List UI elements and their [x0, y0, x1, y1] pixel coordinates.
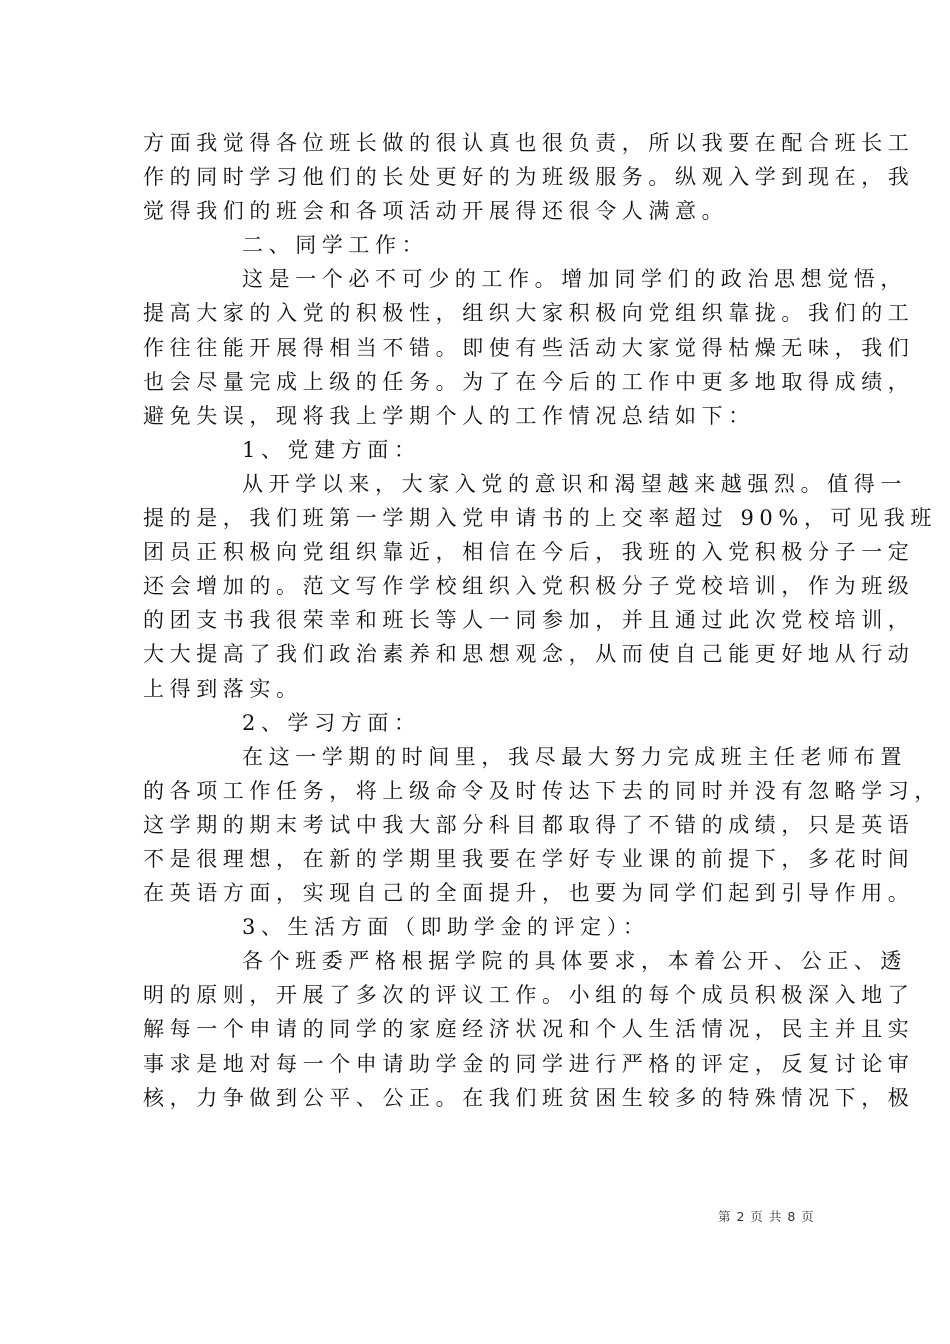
- text-line: 明的原则，开展了多次的评议工作。小组的每个成员积极深入地了: [143, 983, 915, 1008]
- text-line: 的各项工作任务，将上级命令及时传达下去的同时并没有忽略学习，: [143, 778, 941, 803]
- text-line: 觉得我们的班会和各项活动开展得还很令人满意。: [143, 199, 729, 224]
- text-line: 的团支书我很荣幸和班长等人一同参加，并且通过此次党校培训，: [143, 608, 915, 633]
- paragraph-start-line: 1、党建方面：: [242, 437, 421, 462]
- text-line: 提的是，我们班第一学期入党申请书的上交率超过 90%，可见我班: [143, 506, 937, 531]
- paragraph-start-line: 这是一个必不可少的工作。增加同学们的政治思想觉悟，: [242, 267, 907, 292]
- paragraph-start-line: 3、生活方面（即助学金的评定）：: [242, 915, 650, 940]
- text-line: 也会尽量完成上级的任务。为了在今后的工作中更多地取得成绩，: [143, 369, 915, 394]
- paragraph-start-line: 在这一学期的时间里，我尽最大努力完成班主任老师布置: [242, 744, 907, 769]
- text-line: 解每一个申请的同学的家庭经济状况和个人生活情况，民主并且实: [143, 1017, 915, 1042]
- text-line: 方面我觉得各位班长做的很认真也很负责，所以我要在配合班长工: [143, 131, 915, 155]
- text-line: 还会增加的。范文写作学校组织入党积极分子党校培训，作为班级: [143, 574, 915, 599]
- text-line: 核，力争做到公平、公正。在我们班贫困生较多的特殊情况下，极: [143, 1085, 915, 1110]
- text-line: 事求是地对每一个申请助学金的同学进行严格的评定，反复讨论审: [143, 1051, 915, 1076]
- paragraph-start-line: 2、学习方面：: [242, 710, 421, 735]
- text-line: 避免失误，现将我上学期个人的工作情况总结如下：: [143, 403, 755, 428]
- page-number-footer: 第 2 页 共 8 页: [718, 1209, 815, 1224]
- text-line: 在英语方面，实现自己的全面提升，也要为同学们起到引导作用。: [143, 881, 915, 906]
- text-line: 作往往能开展得相当不错。即使有些活动大家觉得枯燥无味，我们: [143, 335, 915, 360]
- paragraph-start-line: 各个班委严格根据学院的具体要求，本着公开、公正、透: [242, 949, 907, 974]
- paragraph-start-line: 二、同学工作：: [242, 233, 429, 258]
- document-body: [143, 126, 941, 1115]
- paragraph-start-line: 从开学以来，大家入党的意识和渴望越来越强烈。值得一: [242, 471, 907, 496]
- text-line: 大大提高了我们政治素养和思想观念，从而使自己能更好地从行动: [143, 642, 915, 667]
- text-line: 这学期的期末考试中我大部分科目都取得了不错的成绩，只是英语: [143, 812, 915, 837]
- text-line: 上得到落实。: [143, 676, 303, 701]
- text-line: 不是很理想，在新的学期里我要在学好专业课的前提下，多花时间: [143, 846, 915, 871]
- text-line: 团员正积极向党组织靠近，相信在今后，我班的入党积极分子一定: [143, 540, 915, 565]
- text-line: 作的同时学习他们的长处更好的为班级服务。纵观入学到现在，我: [143, 165, 915, 190]
- text-line: 提高大家的入党的积极性，组织大家积极向党组织靠拢。我们的工: [143, 301, 915, 326]
